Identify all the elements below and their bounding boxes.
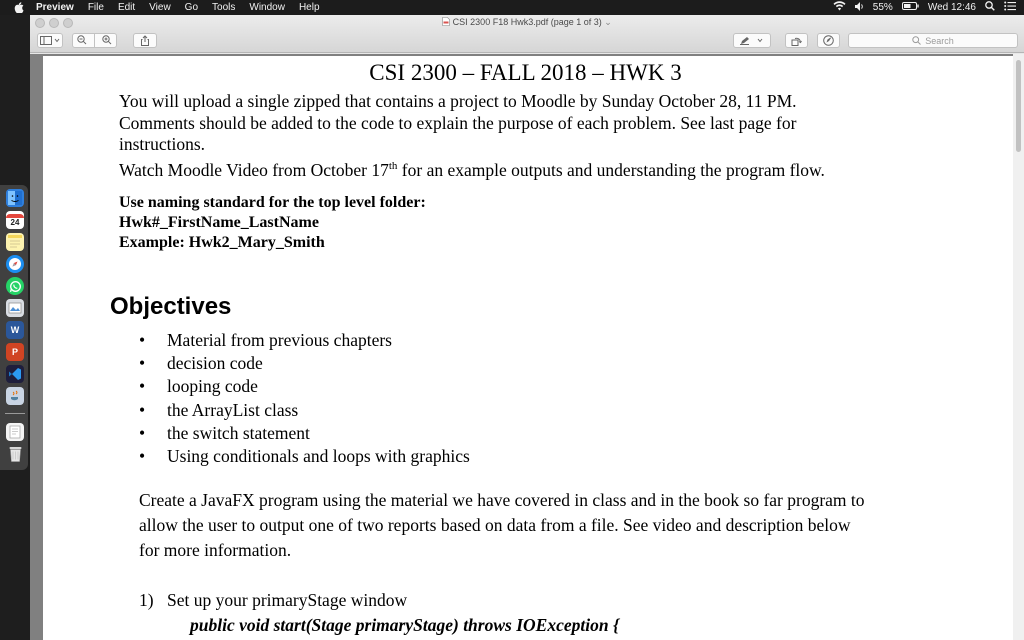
bullet: • (139, 330, 146, 350)
naming-format-line: Hwk#_FirstName_LastName (119, 214, 319, 231)
markup-icon (823, 35, 834, 46)
markup-toolbar-button[interactable] (733, 33, 771, 48)
step-text: Set up your primaryStage window (167, 590, 408, 610)
list-item-text: decision code (167, 353, 263, 374)
battery-icon[interactable] (902, 2, 919, 13)
naming-standard-line: Use naming standard for the top level folder: (119, 194, 426, 211)
calendar-icon[interactable] (6, 211, 24, 229)
zoom-out-button[interactable] (77, 35, 87, 47)
list-item-text: the switch statement (167, 422, 310, 443)
search-field[interactable] (848, 33, 1018, 48)
pen-icon (740, 36, 764, 45)
task-paragraph (139, 488, 865, 563)
dock-separator (5, 413, 25, 414)
apple-icon[interactable] (12, 2, 26, 13)
objectives-list (139, 329, 470, 468)
word-letter: W (10, 325, 20, 335)
task-line: allow the user to output one of two reports based on data from a file. See video and description below (139, 515, 851, 535)
markup-button[interactable] (817, 33, 840, 48)
list-item-text: the ArrayList class (167, 399, 299, 420)
watch-video-line (119, 156, 825, 181)
dock (0, 185, 28, 470)
search-placeholder[interactable]: Search (925, 35, 954, 46)
zoom-controls (72, 33, 117, 48)
list-item (139, 352, 470, 375)
menu-edit[interactable]: Edit (117, 2, 136, 13)
task-line: for more information. (139, 540, 292, 560)
bullet: • (139, 399, 146, 420)
list-item (139, 329, 470, 352)
safari-icon[interactable] (6, 255, 24, 273)
menu-bar (0, 0, 1024, 15)
step-1 (139, 590, 407, 611)
powerpoint-icon[interactable] (6, 343, 24, 361)
list-item-text: looping code (167, 376, 258, 397)
bullet: • (139, 422, 146, 443)
zoom-in-button[interactable] (102, 35, 112, 47)
sidebar-icon (40, 36, 60, 45)
list-item-text: Using conditionals and loops with graphics (167, 445, 470, 466)
window-title[interactable]: CSI 2300 F18 Hwk3.pdf (page 1 of 3) (452, 17, 602, 27)
bullet: • (139, 376, 146, 397)
list-item (139, 399, 470, 422)
word-icon[interactable] (6, 321, 24, 339)
notes-icon[interactable] (6, 233, 24, 251)
share-button[interactable] (133, 33, 157, 48)
menu-help[interactable]: Help (298, 2, 320, 13)
calendar-day: 24 (10, 217, 20, 227)
document-viewer[interactable] (30, 54, 1024, 640)
finder-icon[interactable] (6, 189, 24, 207)
menu-view[interactable]: View (149, 2, 171, 13)
zoom-in-icon (102, 35, 112, 45)
intro-line: instructions. (119, 134, 206, 154)
preview-window (30, 15, 1024, 640)
document-stack-icon[interactable] (6, 423, 24, 441)
step-number: 1) (139, 590, 154, 610)
bullet: • (139, 353, 146, 374)
list-item (139, 422, 470, 445)
menu-tools[interactable]: Tools (212, 2, 236, 13)
whatsapp-icon[interactable] (6, 277, 24, 295)
window-titlebar (30, 15, 1024, 53)
wifi-icon[interactable] (833, 1, 846, 14)
title-chevron-icon[interactable]: ⌄ (604, 17, 612, 27)
menu-window[interactable]: Window (249, 2, 285, 13)
rotate-icon (791, 36, 802, 46)
menu-app-name[interactable]: Preview (36, 2, 74, 13)
menu-file[interactable]: File (87, 2, 104, 13)
code-line: public void start(Stage primaryStage) throws IOException { (190, 615, 620, 635)
vertical-scrollbar[interactable] (1013, 54, 1024, 640)
bullet: • (139, 445, 146, 466)
share-icon (140, 35, 150, 46)
window-title-area (30, 17, 1024, 28)
notification-center-icon[interactable] (1004, 1, 1016, 14)
pdf-page (43, 56, 1013, 640)
clock[interactable]: Wed 12:46 (927, 2, 976, 13)
vscode-icon[interactable] (6, 365, 24, 383)
objectives-heading: Objectives (110, 293, 232, 320)
watch-line-text-end: for an example outputs and understanding the program flow. (397, 159, 825, 180)
task-line: Create a JavaFX program using the material we have covered in class and in the book so far program to (139, 490, 865, 510)
intro-line: Comments should be added to the code to explain the purpose of each problem. See last page for (119, 112, 797, 133)
list-item (139, 375, 470, 398)
zoom-out-icon (77, 35, 87, 45)
intro-line: You will upload a single zipped that contains a project to Moodle by Sunday October 28, 11 PM. (119, 91, 797, 111)
scrollbar-thumb[interactable] (1016, 60, 1021, 152)
watch-line-text: Watch Moodle Video from October 17 (119, 159, 389, 180)
sidebar-toggle-button[interactable] (37, 33, 63, 48)
volume-icon[interactable] (855, 2, 864, 14)
powerpoint-letter: P (11, 347, 18, 357)
java-launcher-icon[interactable] (6, 387, 24, 405)
watch-line-superscript: th (388, 159, 398, 172)
spotlight-icon[interactable] (985, 1, 995, 14)
preview-app-icon[interactable] (6, 299, 24, 317)
document-title: CSI 2300 – FALL 2018 – HWK 3 (369, 60, 682, 85)
list-item-text: Material from previous chapters (167, 330, 392, 350)
naming-example-line: Example: Hwk2_Mary_Smith (119, 234, 325, 251)
rotate-button[interactable] (785, 33, 808, 48)
battery-percent[interactable]: 55% (872, 2, 893, 13)
trash-icon[interactable] (6, 445, 24, 463)
search-icon (912, 36, 921, 45)
intro-paragraph (119, 91, 825, 181)
menu-go[interactable]: Go (184, 2, 199, 13)
list-item (139, 445, 470, 468)
pdf-file-icon (442, 17, 453, 27)
